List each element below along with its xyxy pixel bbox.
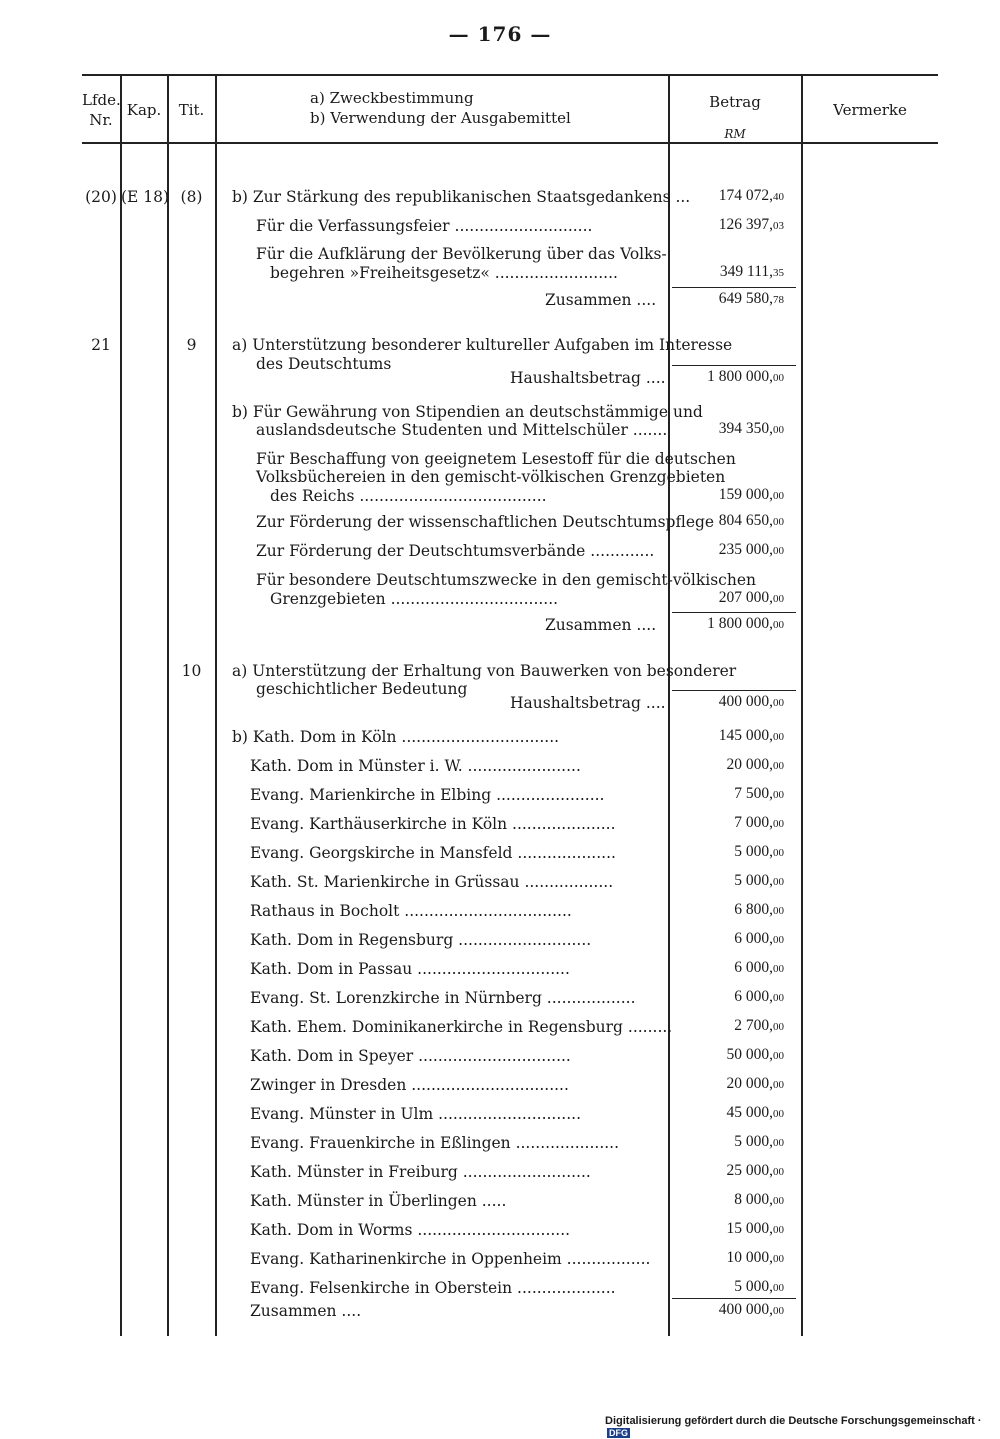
page-number: — 176 — xyxy=(448,22,552,46)
amount-cents: 00 xyxy=(773,1137,784,1149)
row-amount xyxy=(719,589,784,607)
column-divider xyxy=(167,74,169,1336)
row-amount xyxy=(719,693,784,711)
row-lfde: 21 xyxy=(91,336,111,354)
amount-value: 1 800 000, xyxy=(707,368,773,385)
amount-value: 6 000, xyxy=(734,988,773,1005)
row-text: Zur Förderung der Deutschtumsverbände ............. xyxy=(256,542,655,560)
row-text: Evang. Karthäuserkirche in Köln ..................... xyxy=(250,815,616,833)
column-divider xyxy=(801,74,803,1336)
amount-cents: 00 xyxy=(773,516,784,528)
row-amount xyxy=(727,1249,785,1267)
amount-value: 207 000, xyxy=(718,589,773,606)
row-amount xyxy=(719,216,784,234)
row-amount xyxy=(734,1133,784,1151)
amount-value: 7 000, xyxy=(734,814,773,831)
row-text: des Deutschtums xyxy=(256,355,392,373)
amount-value: 5 000, xyxy=(734,1278,773,1295)
row-text: Evang. Felsenkirche in Oberstein .................... xyxy=(250,1279,616,1297)
row-amount xyxy=(734,1278,784,1296)
row-text: Evang. Münster in Ulm ............................. xyxy=(250,1105,581,1123)
row-lfde: (20) xyxy=(85,188,117,206)
row-text: a) Unterstützung besonderer kultureller Aufgaben im Interesse xyxy=(232,336,733,354)
amount-value: 2 700, xyxy=(734,1017,773,1034)
amount-value: 400 000, xyxy=(718,693,773,710)
row-text: Für die Verfassungsfeier ............................ xyxy=(256,217,593,235)
amount-value: 25 000, xyxy=(726,1162,773,1179)
row-text: Kath. Münster in Überlingen ..... xyxy=(250,1192,507,1210)
amount-cents: 00 xyxy=(773,1282,784,1294)
amount-cents: 00 xyxy=(773,1021,784,1033)
amount-value: 6 000, xyxy=(734,930,773,947)
row-amount xyxy=(734,988,784,1006)
header-rm: RM xyxy=(724,127,746,141)
row-text: Evang. Katharinenkirche in Oppenheim ................. xyxy=(250,1250,651,1268)
amount-value: 649 580, xyxy=(718,290,773,307)
row-text: Für die Aufklärung der Bevölkerung über das Volks- xyxy=(256,245,667,263)
row-text: Zur Förderung der wissenschaftlichen Deutschtumspflege xyxy=(256,513,715,531)
row-amount xyxy=(734,814,784,832)
amount-value: 6 800, xyxy=(734,901,773,918)
header-lfde: Lfde. Nr. xyxy=(82,91,121,129)
amount-cents: 00 xyxy=(773,1166,784,1178)
amount-cents: 00 xyxy=(773,760,784,772)
row-text: Zusammen .... xyxy=(545,291,657,309)
row-amount xyxy=(727,1220,785,1238)
row-text: Zusammen .... xyxy=(545,616,657,634)
row-tit: 10 xyxy=(181,662,202,680)
row-text: Kath. Ehem. Dominikanerkirche in Regensburg ......... xyxy=(250,1018,673,1036)
amount-value: 1 800 000, xyxy=(707,615,773,632)
row-amount xyxy=(734,843,784,861)
dfg-logo: DFG xyxy=(609,1428,628,1438)
row-amount xyxy=(734,930,784,948)
row-amount xyxy=(727,1075,785,1093)
amount-cents: 00 xyxy=(773,1050,784,1062)
row-amount xyxy=(727,1046,785,1064)
amount-cents: 40 xyxy=(773,191,784,203)
row-text: Kath. Dom in Speyer ............................... xyxy=(250,1047,571,1065)
row-amount xyxy=(734,959,784,977)
sum-rule xyxy=(672,612,796,613)
amount-cents: 00 xyxy=(773,992,784,1004)
amount-cents: 00 xyxy=(773,490,784,502)
row-amount xyxy=(719,290,784,308)
amount-cents: 00 xyxy=(773,818,784,830)
amount-cents: 00 xyxy=(773,1079,784,1091)
amount-value: 145 000, xyxy=(718,727,773,744)
row-text: Kath. Dom in Passau ............................... xyxy=(250,960,570,978)
amount-value: 8 000, xyxy=(734,1191,773,1208)
amount-value: 394 350, xyxy=(718,420,773,437)
row-text: auslandsdeutsche Studenten und Mittelschüler ....... xyxy=(256,421,668,439)
row-text: Für besondere Deutschtumszwecke in den gemischt-völkischen xyxy=(256,571,756,589)
amount-value: 349 111, xyxy=(719,263,773,280)
row-amount xyxy=(719,187,784,205)
row-text: Kath. Dom in Münster i. W. ....................... xyxy=(250,757,581,775)
amount-value: 159 000, xyxy=(718,486,773,503)
amount-cents: 00 xyxy=(773,905,784,917)
amount-cents: 00 xyxy=(773,1195,784,1207)
row-text: Volksbüchereien in den gemischt-völkischen Grenzgebieten xyxy=(256,468,726,486)
amount-cents: 03 xyxy=(773,220,784,232)
row-amount xyxy=(734,785,784,803)
row-amount xyxy=(719,541,784,559)
amount-value: 45 000, xyxy=(726,1104,773,1121)
sum-rule xyxy=(672,287,796,288)
row-text: Haushaltsbetrag .... xyxy=(510,694,666,712)
row-text: Kath. Münster in Freiburg .......................... xyxy=(250,1163,591,1181)
header-tit: Tit. xyxy=(178,101,205,119)
amount-cents: 00 xyxy=(773,731,784,743)
amount-cents: 78 xyxy=(773,294,784,306)
row-amount xyxy=(734,901,784,919)
amount-value: 5 000, xyxy=(734,1133,773,1150)
row-text: Grenzgebieten .................................. xyxy=(270,590,559,608)
amount-cents: 00 xyxy=(773,789,784,801)
amount-cents: 00 xyxy=(773,1108,784,1120)
amount-value: 20 000, xyxy=(726,1075,773,1092)
header-betrag: Betrag xyxy=(709,93,761,111)
amount-cents: 00 xyxy=(773,372,784,384)
row-text: Zwinger in Dresden ................................ xyxy=(250,1076,569,1094)
row-amount xyxy=(719,1301,784,1319)
row-text: Kath. Dom in Worms ............................... xyxy=(250,1221,571,1239)
header-kap: Kap. xyxy=(126,101,162,119)
amount-value: 174 072, xyxy=(718,187,773,204)
row-amount xyxy=(734,872,784,890)
table-top-rule xyxy=(82,74,938,76)
row-text: Evang. Georgskirche in Mansfeld .................... xyxy=(250,844,616,862)
amount-value: 50 000, xyxy=(726,1046,773,1063)
sum-rule xyxy=(672,1298,796,1299)
row-amount xyxy=(727,1104,785,1122)
row-text: Rathaus in Bocholt .................................. xyxy=(250,902,572,920)
row-amount xyxy=(719,727,784,745)
row-text: Kath. St. Marienkirche in Grüssau .................. xyxy=(250,873,614,891)
amount-value: 5 000, xyxy=(734,843,773,860)
amount-value: 5 000, xyxy=(734,872,773,889)
amount-value: 7 500, xyxy=(734,785,773,802)
row-amount xyxy=(734,1017,784,1035)
column-divider xyxy=(120,74,122,1336)
row-text: b) Kath. Dom in Köln ................................ xyxy=(232,728,560,746)
sum-rule xyxy=(672,365,796,366)
row-amount xyxy=(719,486,784,504)
row-tit: (8) xyxy=(180,188,203,206)
row-text: Evang. Frauenkirche in Eßlingen ..................... xyxy=(250,1134,620,1152)
footer-credit xyxy=(605,1415,1000,1439)
row-amount xyxy=(719,420,784,438)
amount-value: 804 650, xyxy=(718,512,773,529)
row-amount xyxy=(707,615,784,633)
header-vermerke: Vermerke xyxy=(833,101,907,119)
amount-value: 20 000, xyxy=(726,756,773,773)
row-amount xyxy=(727,756,785,774)
amount-cents: 00 xyxy=(773,1305,784,1317)
amount-value: 6 000, xyxy=(734,959,773,976)
row-text: Evang. St. Lorenzkirche in Nürnberg .................. xyxy=(250,989,636,1007)
amount-cents: 00 xyxy=(773,424,784,436)
amount-cents: 00 xyxy=(773,593,784,605)
amount-cents: 00 xyxy=(773,1253,784,1265)
row-tit: 9 xyxy=(186,336,197,354)
amount-value: 400 000, xyxy=(718,1301,773,1318)
header-bottom-rule xyxy=(82,142,938,144)
footer-text: Digitalisierung gefördert durch die Deutsche Forschungsgemeinschaft · xyxy=(605,1415,982,1427)
header-zweck: a) Zweckbestimmung b) Verwendung der Ausgabemittel xyxy=(310,89,571,127)
amount-cents: 00 xyxy=(773,619,784,631)
row-amount xyxy=(727,1162,785,1180)
amount-cents: 00 xyxy=(773,545,784,557)
amount-cents: 00 xyxy=(773,847,784,859)
row-text: b) Für Gewährung von Stipendien an deutschstämmige und xyxy=(232,403,703,421)
column-divider xyxy=(668,74,670,1336)
row-text: Evang. Marienkirche in Elbing ...................... xyxy=(250,786,605,804)
amount-value: 10 000, xyxy=(726,1249,773,1266)
amount-cents: 35 xyxy=(773,267,784,279)
row-amount xyxy=(734,1191,784,1209)
amount-value: 126 397, xyxy=(718,216,773,233)
amount-cents: 00 xyxy=(773,963,784,975)
row-text: begehren »Freiheitsgesetz« ......................... xyxy=(270,264,618,282)
row-text: a) Unterstützung der Erhaltung von Bauwerken von besonderer xyxy=(232,662,737,680)
row-text: Zusammen .... xyxy=(250,1302,362,1320)
row-amount xyxy=(720,263,784,281)
row-text: Für Beschaffung von geeignetem Lesestoff für die deutschen xyxy=(256,450,736,468)
amount-cents: 00 xyxy=(773,876,784,888)
row-text: Haushaltsbetrag .... xyxy=(510,369,666,387)
row-kap: (E 18) xyxy=(121,188,170,206)
row-text: des Reichs ...................................... xyxy=(270,487,547,505)
row-text: Kath. Dom in Regensburg ........................... xyxy=(250,931,592,949)
row-text: geschichtlicher Bedeutung xyxy=(256,680,468,698)
sum-rule xyxy=(672,690,796,691)
column-divider xyxy=(215,74,217,1336)
row-amount xyxy=(707,368,784,386)
amount-cents: 00 xyxy=(773,1224,784,1236)
amount-cents: 00 xyxy=(773,697,784,709)
amount-cents: 00 xyxy=(773,934,784,946)
row-amount xyxy=(719,512,784,530)
amount-value: 15 000, xyxy=(726,1220,773,1237)
amount-value: 235 000, xyxy=(718,541,773,558)
row-text: b) Zur Stärkung des republikanischen Staatsgedankens ... xyxy=(232,188,691,206)
